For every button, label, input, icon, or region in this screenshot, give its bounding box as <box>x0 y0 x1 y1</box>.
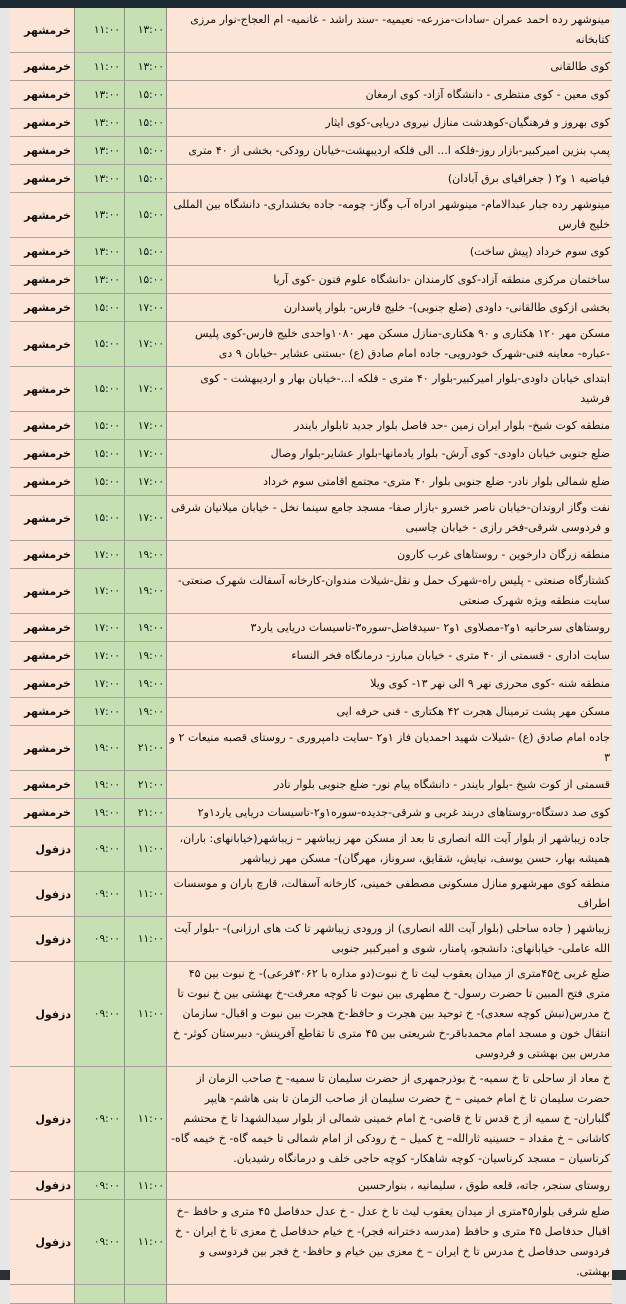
city-cell[interactable]: دزفول <box>10 962 75 1066</box>
end-time-cell[interactable]: ۱۹:۰۰ <box>125 541 167 568</box>
empty-cell <box>125 1285 167 1303</box>
city-cell[interactable]: خرمشهر <box>10 496 75 540</box>
city-cell[interactable]: خرمشهر <box>10 193 75 237</box>
table-row <box>10 917 612 962</box>
table-row <box>10 496 612 541</box>
table-row <box>10 698 612 726</box>
table-row <box>10 367 612 412</box>
table-row <box>10 137 612 165</box>
start-time-cell[interactable]: ۱۳:۰۰ <box>75 266 125 293</box>
area-description-cell[interactable]: روستای سنجر، جاته، قلعه طوق ، سلیمانیه ، بنوارحسین <box>357 1178 610 1192</box>
start-time-cell[interactable]: ۰۹:۰۰ <box>75 1200 125 1284</box>
area-description-cell[interactable]: جاده زیباشهر از بلوار آیت الله انصاری تا بعد از مسکن مهر زیباشهر – زیباشهر(خیابانهای: باران، همیشه بهار، حسن یوسف، نیایش، شقایق، سروناز، مهرگان)- مسکن مهر زیباشهر <box>179 832 610 865</box>
end-time-cell[interactable]: ۱۹:۰۰ <box>125 698 167 725</box>
end-time-cell[interactable]: ۲۱:۰۰ <box>125 771 167 798</box>
city-cell[interactable]: خرمشهر <box>10 238 75 265</box>
start-time-cell[interactable]: ۱۵:۰۰ <box>75 440 125 467</box>
start-time-cell[interactable]: ۱۵:۰۰ <box>75 412 125 439</box>
area-description-cell[interactable]: منطقه کوی مهرشهرو منازل مسکونی مصطفی خمینی، کارخانه آسفالت، قارچ باران و موسسات اطراف <box>173 877 610 910</box>
table-row <box>10 872 612 917</box>
start-time-cell[interactable]: ۰۹:۰۰ <box>75 872 125 916</box>
table-row <box>10 771 612 799</box>
area-description-cell[interactable]: قسمتی از کوت شیخ -بلوار بایندر - دانشگاه پیام نور- ضلع جنوبی بلوار نادر <box>273 777 610 791</box>
area-description-cell[interactable]: خ معاد از ساحلی تا خ سمیه- خ بوذرجمهری از حضرت سلیمان تا سمیه- خ صاحب الزمان از حضرت سلیمان تا خ امام خمینی – خ حضرت سلیمان از صاحب الزمان تا بنی هاشم- هایپر گلباران- خ سمیه از خ قدس تا خ قاضی- خ امام خمینی شمالی از بلوار سیدالشهدا تا خ محتشم کاشانی – خ مقداد – حسینیه ثارالله– خ کمیل – خ رودکی از امام شمالی تا خیمه گاه- خ خیمه گاه- کرناسیان – مسجد کرناسیان- کوچه شاهکار- کوچه حاجی خلف و درمانگاه رشیدیان. <box>171 1072 610 1165</box>
start-time-cell[interactable]: ۱۳:۰۰ <box>75 238 125 265</box>
table-row <box>10 8 612 53</box>
area-description-cell[interactable]: کشتارگاه صنعتی - پلیس راه-شهرک حمل و نقل-شیلات مندوان-کارخانه آسفالت شهرک صنعتی-سایت منطقه ویژه شهرک صنعتی <box>177 574 610 607</box>
end-time-cell[interactable]: ۱۱:۰۰ <box>125 1172 167 1199</box>
table-row <box>10 1172 612 1200</box>
area-description-cell[interactable]: ابتدای خیابان داودی-بلوار امیرکبیر-بلوار ۴۰ متری - فلکه ا...-خیابان بهار و اردیبهشت - کوی فرشید <box>200 372 610 405</box>
start-time-cell[interactable]: ۰۹:۰۰ <box>75 1067 125 1171</box>
end-time-cell[interactable]: ۱۹:۰۰ <box>125 642 167 669</box>
end-time-cell[interactable]: ۱۹:۰۰ <box>125 670 167 697</box>
table-row <box>10 440 612 468</box>
start-time-cell[interactable]: ۱۷:۰۰ <box>75 541 125 568</box>
table-row <box>10 962 612 1067</box>
city-cell[interactable]: خرمشهر <box>10 266 75 293</box>
city-cell[interactable]: خرمشهر <box>10 670 75 697</box>
area-description-cell[interactable]: ضلع جنوبی خیابان داودی- کوی آرش- بلوار یادمانها-بلوار عشایر-بلوار وصال <box>270 446 610 460</box>
end-time-cell[interactable]: ۲۱:۰۰ <box>125 726 167 770</box>
table-row-partial <box>10 1285 612 1304</box>
city-cell[interactable]: خرمشهر <box>10 8 75 52</box>
city-cell[interactable]: خرمشهر <box>10 109 75 136</box>
end-time-cell[interactable]: ۱۵:۰۰ <box>125 193 167 237</box>
area-description-cell[interactable]: کوی صد دستگاه-روستاهای دربند غربی و شرقی-جدیده-سوره۱و۲-تاسیسات دریایی یارد۱و۲ <box>197 805 610 819</box>
table-row <box>10 468 612 496</box>
outage-schedule-table <box>10 8 612 1304</box>
end-time-cell[interactable]: ۱۹:۰۰ <box>125 569 167 613</box>
area-description-cell[interactable]: ضلع شرقی بلوار۴۵متری از میدان یعقوب لیث تا خ عدل - خ عدل حدفاصل ۴۵ متری و حافظ –خ اقبال حدفاصل ۴۵ متری و حافظ (مدرسه دخترانه فجر)- خ خیام حدفاصل خ معزی تا خ ایران - خ فردوسی حدفاصل خ مدرس تا خ ایران – خ معزی بین خیام و حافظ- خ فجر بین فردوسی و بهشتی. <box>175 1205 610 1278</box>
city-cell[interactable]: خرمشهر <box>10 614 75 641</box>
city-cell[interactable]: دزفول <box>10 1067 75 1171</box>
city-cell[interactable]: خرمشهر <box>10 771 75 798</box>
end-time-cell[interactable]: ۱۷:۰۰ <box>125 367 167 411</box>
end-time-cell[interactable]: ۱۵:۰۰ <box>125 109 167 136</box>
area-description-cell[interactable]: مسکن مهر پشت ترمینال هجرت ۴۲ هکتاری - فنی حرفه ایی <box>336 704 610 718</box>
empty-cell <box>75 1285 125 1303</box>
city-cell[interactable]: خرمشهر <box>10 468 75 495</box>
end-time-cell[interactable]: ۱۷:۰۰ <box>125 294 167 321</box>
area-description-cell[interactable]: کوی معین - کوی منتظری - دانشگاه آزاد- کوی ارمغان <box>365 87 610 101</box>
end-time-cell[interactable]: ۱۷:۰۰ <box>125 440 167 467</box>
start-time-cell[interactable]: ۱۳:۰۰ <box>75 165 125 192</box>
area-description-cell[interactable]: زیباشهر ( جاده ساحلی (بلوار آیت الله انصاری) از ورودی زیباشهر تا کت های ارزانی)- -بلوار آیت الله عاملی- خیابانهای: دانشجو، پامنار، شوی و امیرکبیر جنوبی <box>173 922 610 955</box>
area-description-cell[interactable]: پمپ بنزین امیرکبیر-بازار روز-فلکه ا... الی فلکه اردیبهشت-خیابان رودکی- بخشی از ۴۰ متری <box>188 143 610 157</box>
table-row <box>10 412 612 440</box>
end-time-cell[interactable]: ۱۱:۰۰ <box>125 1200 167 1284</box>
end-time-cell[interactable]: ۱۷:۰۰ <box>125 412 167 439</box>
end-time-cell[interactable]: ۱۱:۰۰ <box>125 917 167 961</box>
table-row <box>10 165 612 193</box>
table-row <box>10 670 612 698</box>
city-cell[interactable]: خرمشهر <box>10 541 75 568</box>
table-row <box>10 193 612 238</box>
empty-cell <box>10 1285 75 1303</box>
area-description-cell[interactable]: بخشی ازکوی طالقانی- داودی (ضلع جنوبی)- خلیج فارس- بلوار پاسدارن <box>283 300 610 314</box>
table-row <box>10 322 612 367</box>
table-row <box>10 109 612 137</box>
start-time-cell[interactable]: ۱۵:۰۰ <box>75 322 125 366</box>
table-row <box>10 1067 612 1172</box>
start-time-cell[interactable]: ۱۷:۰۰ <box>75 670 125 697</box>
start-time-cell[interactable]: ۱۵:۰۰ <box>75 496 125 540</box>
end-time-cell[interactable]: ۱۵:۰۰ <box>125 266 167 293</box>
start-time-cell[interactable]: ۱۱:۰۰ <box>75 8 125 52</box>
start-time-cell[interactable]: ۱۳:۰۰ <box>75 81 125 108</box>
start-time-cell[interactable]: ۱۵:۰۰ <box>75 367 125 411</box>
sheet-margin <box>612 8 626 1270</box>
area-description-cell[interactable]: منطقه کوت شیخ- بلوار ایران زمین -حد فاصل بلوار جدید تابلوار بایندر <box>293 418 610 432</box>
start-time-cell[interactable]: ۱۹:۰۰ <box>75 799 125 826</box>
area-description-cell[interactable]: منطقه زرگان دارخوین - روستاهای غرب کارون <box>397 547 610 561</box>
start-time-cell[interactable]: ۱۹:۰۰ <box>75 771 125 798</box>
city-cell[interactable]: خرمشهر <box>10 440 75 467</box>
city-cell[interactable]: دزفول <box>10 872 75 916</box>
start-time-cell[interactable]: ۰۹:۰۰ <box>75 1172 125 1199</box>
end-time-cell[interactable]: ۱۵:۰۰ <box>125 165 167 192</box>
city-cell[interactable]: خرمشهر <box>10 642 75 669</box>
start-time-cell[interactable]: ۱۷:۰۰ <box>75 698 125 725</box>
end-time-cell[interactable]: ۱۵:۰۰ <box>125 137 167 164</box>
start-time-cell[interactable]: ۱۳:۰۰ <box>75 193 125 237</box>
city-cell[interactable]: دزفول <box>10 1172 75 1199</box>
start-time-cell[interactable]: ۱۷:۰۰ <box>75 614 125 641</box>
city-cell[interactable]: دزفول <box>10 1200 75 1284</box>
area-description-cell[interactable]: مینوشهر رده جبار عبدالامام- مینوشهر ادراه آب وگاز- چومه- جاده بخشداری- دانشگاه بین المللی خلیج فارس <box>173 198 610 231</box>
end-time-cell[interactable]: ۱۱:۰۰ <box>125 872 167 916</box>
area-description-cell[interactable]: ضلع غربی خ۴۵متری از میدان یعقوب لیث تا خ نبوت(دو مداره با ۳۰۶۲فرعی)- خ نبوت بین ۴۵ متری فتح المبین تا حضرت رسول- خ مطهری بین نبوت تا کوچه معرفت-خ بهشتی بین خ نبوت تا خ مدرس(نبش کوچه سعدی)- خ توحید بین هجرت و حافظ-خ هجرت بین نبوت و اقبال- سازمان انتقال خون و مسجد امام محمدباقر-خ شریعتی بین ۴۵ متری تا تقاطع آفرینش- دبیرستان کوثر- خ مدرس بین بهشتی و فردوسی <box>172 967 610 1060</box>
top-status-bar <box>0 0 626 8</box>
start-time-cell[interactable]: ۱۱:۰۰ <box>75 53 125 80</box>
area-description-cell[interactable]: روستاهای سرحانیه ۱و۲-مصلاوی ۱و۲ -سیدفاضل-سوره۳-تاسیسات دریایی یارد۳ <box>250 620 610 634</box>
city-cell[interactable]: خرمشهر <box>10 322 75 366</box>
table-row <box>10 642 612 670</box>
city-cell[interactable]: دزفول <box>10 917 75 961</box>
table-row <box>10 726 612 771</box>
area-description-cell[interactable]: نفت وگاز اروندان-خیابان ناصر خسرو -بازار صفا- مسجد جامع سینما نخل - خیابان میلانیان شرقی و فردوسی شرقی-فخر رازی - خیابان چاسبی <box>170 501 610 534</box>
end-time-cell[interactable]: ۱۵:۰۰ <box>125 81 167 108</box>
end-time-cell[interactable]: ۱۱:۰۰ <box>125 1067 167 1171</box>
table-row <box>10 799 612 827</box>
end-time-cell[interactable]: ۱۹:۰۰ <box>125 614 167 641</box>
start-time-cell[interactable]: ۰۹:۰۰ <box>75 827 125 871</box>
area-description-cell[interactable]: سایت اداری - قسمتی از ۴۰ متری - خیابان مبارز- درمانگاه فخر النساء <box>291 648 610 662</box>
end-time-cell[interactable]: ۱۷:۰۰ <box>125 322 167 366</box>
start-time-cell[interactable]: ۱۹:۰۰ <box>75 726 125 770</box>
area-description-cell[interactable]: منطقه شنه -کوی محرزی نهر ۹ الی نهر ۱۳- کوی ویلا <box>370 676 610 690</box>
start-time-cell[interactable]: ۱۳:۰۰ <box>75 109 125 136</box>
area-description-cell[interactable]: مسکن مهر ۱۲۰ هکتاری و ۹۰ هکتاری-منازل مسکن مهر ۱۰۸۰واحدی خلیج فارس-کوی پلیس -عباره- معاینه فنی-شهرک خودرویی- جاده امام صادق (ع) -بستنی عشایر -خیابان ۹ دی <box>195 327 610 360</box>
area-description-cell[interactable]: فیاضیه ۱ و۲ ( جغرافیای برق آبادان) <box>447 171 610 185</box>
city-cell[interactable]: دزفول <box>10 827 75 871</box>
empty-cell <box>167 1285 612 1303</box>
table-row <box>10 614 612 642</box>
area-description-cell[interactable]: مینوشهر رده احمد عمران -سادات-مزرعه- نعیمیه- -سند راشد - غانمیه- ام العجاج-نوار مرزی کتابخانه <box>190 13 610 46</box>
city-cell[interactable]: خرمشهر <box>10 799 75 826</box>
end-time-cell[interactable]: ۱۷:۰۰ <box>125 468 167 495</box>
end-time-cell[interactable]: ۱۵:۰۰ <box>125 238 167 265</box>
city-cell[interactable]: خرمشهر <box>10 165 75 192</box>
start-time-cell[interactable]: ۱۷:۰۰ <box>75 569 125 613</box>
area-description-cell[interactable]: کوی سوم خرداد (پیش ساخت) <box>469 244 610 258</box>
city-cell[interactable]: خرمشهر <box>10 294 75 321</box>
table-row <box>10 238 612 266</box>
end-time-cell[interactable]: ۱۷:۰۰ <box>125 496 167 540</box>
start-time-cell[interactable]: ۱۵:۰۰ <box>75 294 125 321</box>
area-description-cell[interactable]: کوی طالقانی <box>550 59 610 73</box>
end-time-cell[interactable]: ۲۱:۰۰ <box>125 799 167 826</box>
end-time-cell[interactable]: ۱۱:۰۰ <box>125 962 167 1066</box>
start-time-cell[interactable]: ۰۹:۰۰ <box>75 917 125 961</box>
table-row <box>10 81 612 109</box>
start-time-cell[interactable]: ۱۳:۰۰ <box>75 137 125 164</box>
city-cell[interactable]: خرمشهر <box>10 698 75 725</box>
start-time-cell[interactable]: ۱۵:۰۰ <box>75 468 125 495</box>
table-row <box>10 53 612 81</box>
end-time-cell[interactable]: ۱۱:۰۰ <box>125 827 167 871</box>
area-description-cell[interactable]: ضلع شمالی بلوار نادر- ضلع جنوبی بلوار ۴۰ متری- مجتمع اقامتی سوم خرداد <box>263 474 610 488</box>
city-cell[interactable]: خرمشهر <box>10 367 75 411</box>
city-cell[interactable]: خرمشهر <box>10 569 75 613</box>
start-time-cell[interactable]: ۱۷:۰۰ <box>75 642 125 669</box>
start-time-cell[interactable]: ۰۹:۰۰ <box>75 962 125 1066</box>
table-row <box>10 827 612 872</box>
city-cell[interactable]: خرمشهر <box>10 412 75 439</box>
table-row <box>10 294 612 322</box>
end-time-cell[interactable]: ۱۳:۰۰ <box>125 53 167 80</box>
city-cell[interactable]: خرمشهر <box>10 726 75 770</box>
area-description-cell[interactable]: جاده امام صادق (ع) -شیلات شهید احمدیان فاز ۱و۲ -سایت دامپروری - روستای قصبه منیعات ۲ و ۳ <box>169 731 610 764</box>
table-row <box>10 266 612 294</box>
area-description-cell[interactable]: کوی بهروز و فرهنگیان-کوهدشت منازل نیروی دریایی-کوی ایثار <box>325 115 610 129</box>
city-cell[interactable]: خرمشهر <box>10 81 75 108</box>
table-row <box>10 1200 612 1285</box>
table-row <box>10 541 612 569</box>
area-description-cell[interactable]: ساختمان مرکزی منطقه آزاد-کوی کارمندان -دانشگاه علوم فنون -کوی آریا <box>273 272 610 286</box>
table-row <box>10 569 612 614</box>
city-cell[interactable]: خرمشهر <box>10 53 75 80</box>
city-cell[interactable]: خرمشهر <box>10 137 75 164</box>
end-time-cell[interactable]: ۱۳:۰۰ <box>125 8 167 52</box>
